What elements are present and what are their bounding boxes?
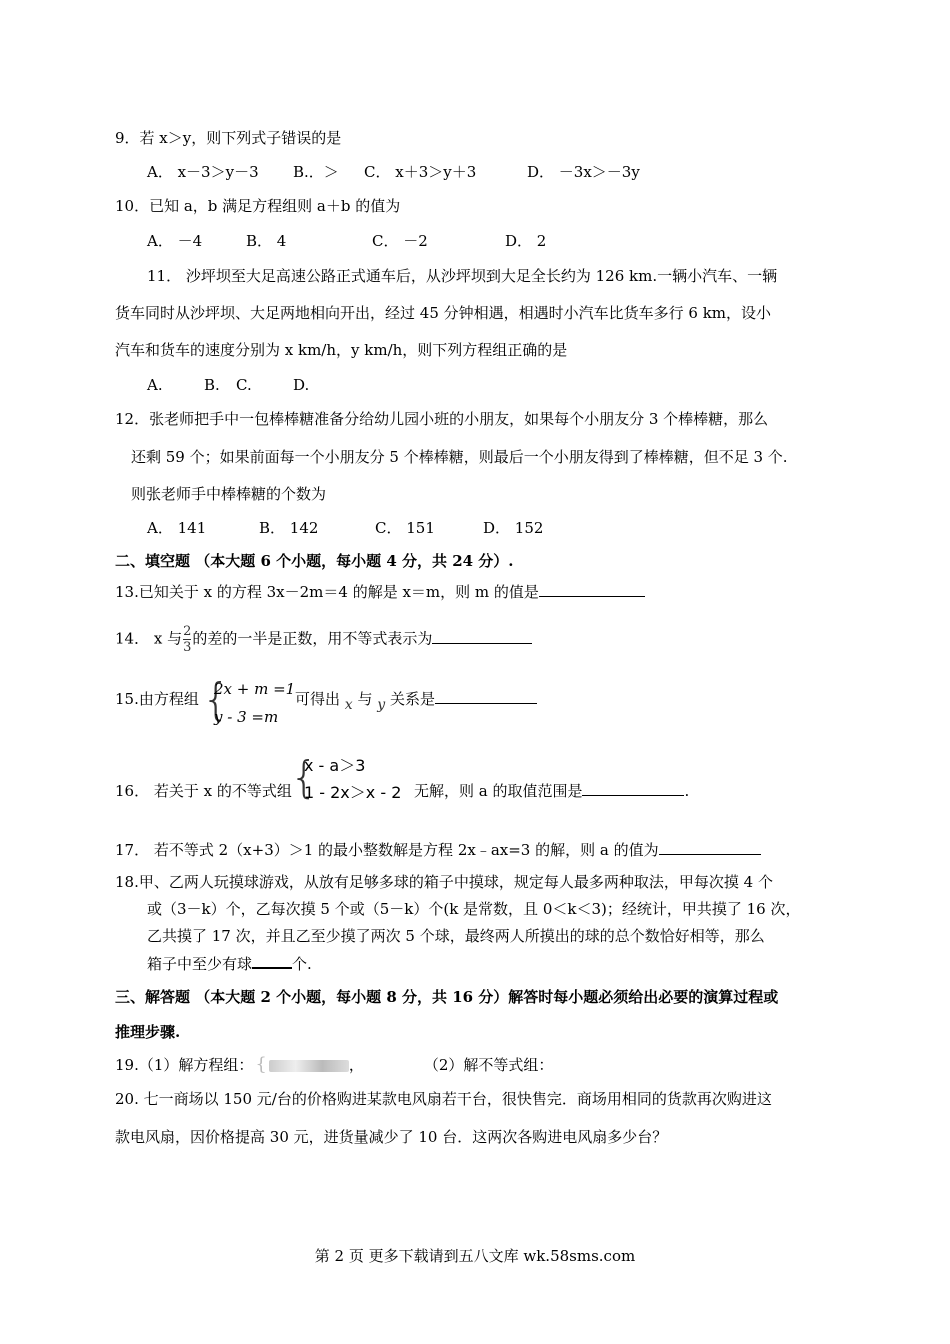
q16-text-b: 无解，则 a 的取值范围是 — [414, 782, 583, 800]
q15-var-y: y — [377, 697, 386, 713]
q16-inequality-2: 1 - 2x＞x - 2 — [304, 783, 402, 802]
q16-blank[interactable] — [582, 781, 684, 796]
q10-stem: 10．已知 a，b 满足方程组则 a＋b 的值为 — [115, 197, 401, 215]
q10-option-a: A． －4 — [147, 232, 203, 250]
q15-equation-system — [202, 674, 296, 732]
page-footer: 第 2 页 更多下载请到五八文库 wk.58sms.com — [314, 1247, 636, 1265]
q13-text: 13.已知关于 x 的方程 3x－2m＝4 的解是 x＝m，则 m 的值是 — [115, 583, 539, 601]
q12-line2: 还剩 59 个；如果前面每一个小朋友分 5 个棒棒糖，则最后一个小朋友得到了棒棒糖，但不足 3 个. — [131, 448, 788, 466]
q12-option-a: A． 141 — [147, 519, 207, 537]
q15-brace-icon: { — [202, 674, 230, 725]
q12-option-b: B． 142 — [259, 519, 319, 537]
q14-fraction — [183, 625, 191, 654]
q9-option-c: C． x＋3＞y＋3 — [364, 163, 477, 181]
q11-line1: 11． 沙坪坝至大足高速公路正式通车后，从沙坪坝到大足全长约为 126 km.一辆小汽车、一辆 — [147, 267, 778, 285]
q9-option-b: B.．＞ — [293, 163, 339, 181]
q11-option-d: D. — [293, 376, 310, 394]
section3-heading-line1: 三、解答题 （本大题 2 个小题，每小题 8 分，共 16 分）解答时每小题必须给出必要的演算过程或 — [115, 988, 779, 1006]
q9-option-a: A． x－3＞y－3 — [147, 163, 259, 181]
q13-blank[interactable] — [539, 582, 645, 597]
section2-heading: 二、填空题 （本大题 6 个小题，每小题 4 分，共 24 分）. — [115, 552, 514, 570]
q15-tail — [295, 689, 537, 713]
q15-text-d: 关系是 — [389, 690, 435, 708]
q16-brace-icon: { — [290, 752, 318, 803]
q10-option-d: D． 2 — [505, 232, 547, 250]
q10-option-c: C． －2 — [372, 232, 428, 250]
q12-option-c: C． 151 — [375, 519, 435, 537]
q15-equation-1: 2x + m =1 — [214, 680, 296, 698]
q19-part1: 19.（1）解方程组： — [115, 1056, 254, 1074]
q14-text-b: 的差的一半是正数，用不等式表示为 — [192, 629, 433, 648]
q11-line2: 货车同时从沙坪坝、大足两地相向开出，经过 45 分钟相遇，相遇时小汽车比货车多行 6 km，设小 — [115, 304, 772, 322]
q15-var-x: x — [344, 697, 353, 713]
q11-options — [147, 375, 309, 395]
q18-blank[interactable] — [252, 953, 292, 969]
q9-stem: 9．若 x＞y，则下列式子错误的是 — [115, 129, 342, 147]
q17 — [115, 840, 761, 860]
q16-tail — [414, 781, 689, 801]
q11-line3: 汽车和货车的速度分别为 x km/h，y km/h，则下列方程组正确的是 — [115, 341, 568, 359]
q20-line2: 款电风扇，因价格提高 30 元，进货量减少了 10 台．这两次各购进电风扇多少台？ — [115, 1128, 668, 1146]
q11-option-a: A. — [147, 376, 163, 394]
q18-line3: 乙共摸了 17 次，并且乙至少摸了两次 5 个球，最终两人所摸出的球的总个数恰好相等，那么 — [147, 927, 765, 945]
q11-option-b: B. — [204, 376, 220, 394]
q19-equation-image — [269, 1060, 349, 1072]
q18-line1: 18.甲、乙两人玩摸球游戏，从放有足够多球的箱子中摸球，规定每人最多两种取法，甲每次摸 4 个 — [115, 873, 773, 891]
q12-line3: 则张老师手中棒棒糖的个数为 — [131, 485, 327, 503]
q14-text-a: 14． x 与 — [115, 629, 183, 648]
q17-blank[interactable] — [659, 840, 761, 855]
q15-text-c: 与 — [357, 690, 373, 708]
q16-inequality-1: x - a＞3 — [304, 756, 366, 775]
q17-text: 17． 若不等式 2（x+3）＞1 的最小整数解是方程 2x﹣ax=3 的解，则 a 的值为 — [115, 841, 659, 859]
q11-option-c: C. — [236, 376, 252, 394]
q13 — [115, 582, 645, 602]
q12-options — [147, 518, 543, 538]
q14-fraction-denominator: 3 — [183, 640, 192, 655]
q15-equation-2: y - 3 =m — [214, 708, 279, 726]
q9-options — [147, 162, 640, 182]
section3-heading-line2: 推理步骤. — [115, 1023, 181, 1041]
q16-inequality-system — [290, 750, 415, 808]
q15-text-a: 15.由方程组 — [115, 690, 199, 708]
q10-option-b: B． 4 — [246, 232, 287, 250]
q14-blank[interactable] — [432, 629, 532, 644]
q14 — [115, 625, 532, 654]
q16-text-a: 16． 若关于 x 的不等式组 — [115, 782, 292, 800]
q18-line2: 或（3－k）个，乙每次摸 5 个或（5－k）个(k 是常数，且 0＜k＜3)；经统计，甲共摸了 16 次， — [147, 900, 801, 918]
q16-end: . — [684, 782, 690, 800]
q15-blank[interactable] — [435, 689, 537, 704]
q9-option-d: D． －3x＞－3y — [527, 163, 640, 181]
q10-options — [147, 231, 546, 251]
q18-line4-a: 箱子中至少有球 — [147, 955, 253, 973]
q12-line1: 12．张老师把手中一包棒棒糖准备分给幼儿园小班的小朋友，如果每个小朋友分 3 个棒棒糖，那么 — [115, 410, 769, 428]
q19-comma: ， — [348, 1056, 364, 1074]
q18-line4-b: 个. — [292, 955, 312, 973]
q19 — [115, 1055, 553, 1075]
q20-line1: 20. 七一商场以 150 元/台的价格购进某款电风扇若干台，很快售完．商场用相同的货款再次购进这 — [115, 1090, 772, 1108]
q18-line4 — [147, 953, 312, 974]
q15-text-b: 可得出 — [295, 690, 341, 708]
q19-brace-icon: { — [255, 1054, 267, 1075]
q19-part2: （2）解不等式组： — [423, 1056, 554, 1074]
q12-option-d: D． 152 — [483, 519, 544, 537]
q14-fraction-numerator: 2 — [183, 624, 192, 639]
